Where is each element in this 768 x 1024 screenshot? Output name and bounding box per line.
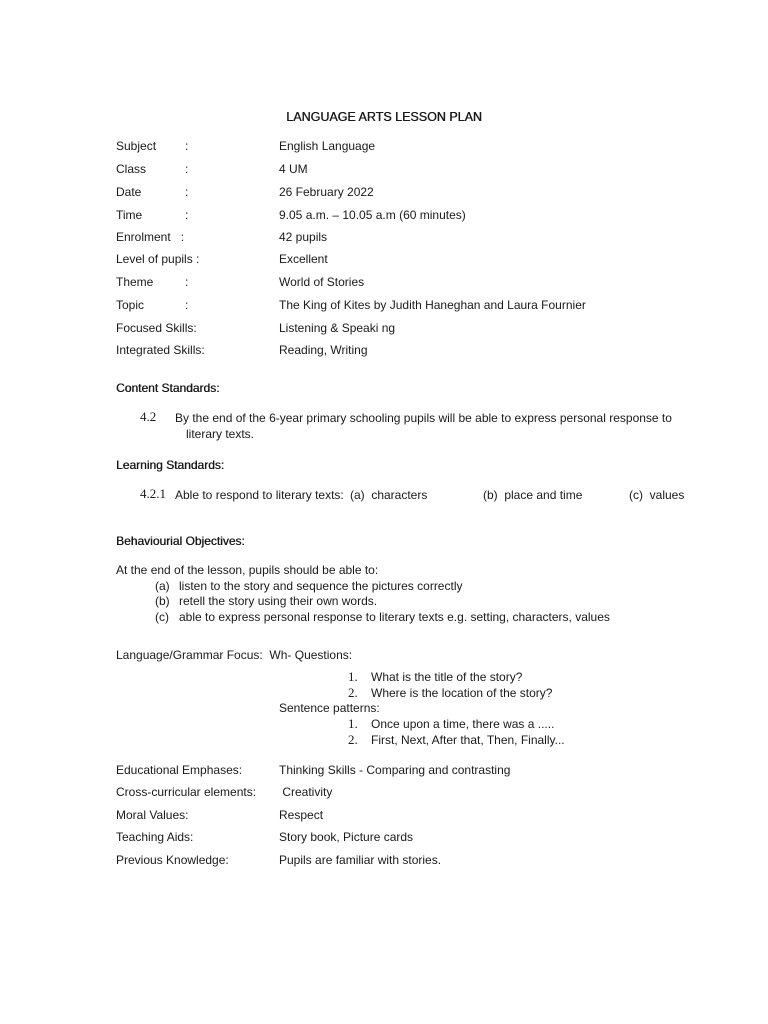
info-value: Reading, Writing xyxy=(279,343,368,357)
objective-text: listen to the story and sequence the pictures correctly xyxy=(179,579,463,593)
info-colon: : xyxy=(185,275,189,289)
extra-label: Cross-curricular elements: xyxy=(116,785,257,799)
info-value: English Language xyxy=(279,139,376,153)
info-colon: : xyxy=(185,185,189,199)
info-label: Theme xyxy=(116,275,154,289)
extra-value: Thinking Skills - Comparing and contrasting xyxy=(279,763,511,777)
extra-value: Pupils are familiar with stories. xyxy=(279,853,442,867)
question-number: 1. xyxy=(348,669,358,684)
objective-marker: (c) xyxy=(155,610,169,624)
extra-label: Moral Values: xyxy=(116,808,189,822)
info-label: Class xyxy=(116,162,147,176)
question-text: What is the title of the story? xyxy=(371,670,523,684)
extra-value: Creativity xyxy=(279,785,333,799)
content-standard-text-cont: literary texts. xyxy=(186,427,255,441)
objectives-heading: Behaviourial Objectives: xyxy=(116,534,245,548)
content-standards-heading: Content Standards: xyxy=(116,381,220,395)
info-colon: : xyxy=(185,139,189,153)
question-number: 2. xyxy=(348,685,358,700)
info-label: Focused Skills: xyxy=(116,321,197,335)
learning-standard-text: Able to respond to literary texts: xyxy=(175,488,344,502)
question-text: Where is the location of the story? xyxy=(371,686,553,700)
objective-marker: (b) xyxy=(155,594,170,608)
info-value: 4 UM xyxy=(279,162,308,176)
page-title: LANGUAGE ARTS LESSON PLAN xyxy=(286,110,482,124)
sentence-patterns-label: Sentence patterns: xyxy=(279,701,380,715)
objective-marker: (a) xyxy=(155,579,170,593)
info-label: Time xyxy=(116,208,143,222)
info-label: Topic xyxy=(116,298,145,312)
info-value: 42 pupils xyxy=(279,230,328,244)
learning-standard-option-c: (c) values xyxy=(629,488,685,502)
info-label: Integrated Skills: xyxy=(116,343,205,357)
info-colon: : xyxy=(185,208,189,222)
info-label: Level of pupils : xyxy=(116,252,200,266)
extra-value: Story book, Picture cards xyxy=(279,830,414,844)
info-value: World of Stories xyxy=(279,275,365,289)
content-standard-text: By the end of the 6-year primary schooling pupils will be able to express personal response to xyxy=(175,411,672,425)
extra-label: Teaching Aids: xyxy=(116,830,194,844)
info-value: Listening & Speaki ng xyxy=(279,321,396,335)
content-standard-number: 4.2 xyxy=(140,409,157,424)
objectives-intro: At the end of the lesson, pupils should be able to: xyxy=(116,563,379,577)
info-value: 9.05 a.m. – 10.05 a.m (60 minutes) xyxy=(279,208,466,222)
info-value: The King of Kites by Judith Haneghan and Laura Fournier xyxy=(279,298,586,312)
pattern-text: First, Next, After that, Then, Finally... xyxy=(371,733,565,747)
info-label: Subject xyxy=(116,139,157,153)
info-label: Enrolment : xyxy=(116,230,185,244)
info-label: Date xyxy=(116,185,142,199)
pattern-text: Once upon a time, there was a ..... xyxy=(371,717,555,731)
learning-standard-option-b: (b) place and time xyxy=(483,488,583,502)
info-colon: : xyxy=(185,162,189,176)
pattern-number: 1. xyxy=(348,716,358,731)
pattern-number: 2. xyxy=(348,732,358,747)
learning-standard-number: 4.2.1 xyxy=(140,486,166,501)
extra-value: Respect xyxy=(279,808,324,822)
learning-standards-heading: Learning Standards: xyxy=(116,458,225,472)
info-value: Excellent xyxy=(279,252,328,266)
info-colon: : xyxy=(185,298,189,312)
learning-standard-option-a: (a) characters xyxy=(350,488,428,502)
objective-text: able to express personal response to literary texts e.g. setting, characters, values xyxy=(179,610,610,624)
extra-label: Educational Emphases: xyxy=(116,763,243,777)
objective-text: retell the story using their own words. xyxy=(179,594,378,608)
extra-label: Previous Knowledge: xyxy=(116,853,229,867)
info-value: 26 February 2022 xyxy=(279,185,374,199)
grammar-focus-label: Language/Grammar Focus: Wh- Questions: xyxy=(116,648,353,662)
